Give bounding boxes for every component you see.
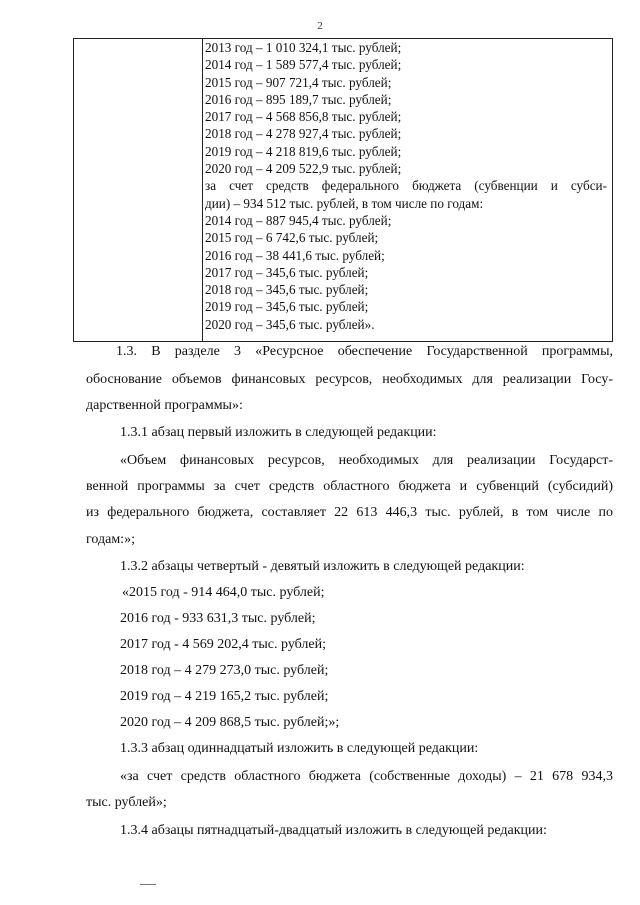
table-line: 2020 год – 4 209 522,9 тыс. рублей; <box>205 161 402 177</box>
paragraph-line: 1.3.3 абзац одиннадцатый изложить в следующей редакции: <box>120 741 479 756</box>
paragraph-line: годам:»; <box>86 532 135 547</box>
paragraph-line: 1.3.2 абзацы четвертый - девятый изложить в следующей редакции: <box>120 559 525 574</box>
footer-mark <box>140 884 156 885</box>
table-line: дии) – 934 512 тыс. рублей, в том числе по годам: <box>205 195 484 211</box>
paragraph-line: «Объем финансовых ресурсов, необходимых для реализации Государст- <box>120 453 613 468</box>
paragraph-line: обоснование объемов финансовых ресурсов, необходимых для реализации Госу- <box>86 372 613 387</box>
table-line: 2017 год – 345,6 тыс. рублей; <box>205 264 369 280</box>
paragraph-line: 2016 год - 933 631,3 тыс. рублей; <box>120 611 316 626</box>
table-line: 2020 год – 345,6 тыс. рублей». <box>205 316 375 332</box>
paragraph-line: 1.3.4 абзацы пятнадцатый-двадцатый изложить в следующей редакции: <box>120 823 547 838</box>
paragraph-line: 2018 год – 4 279 273,0 тыс. рублей; <box>120 663 329 678</box>
table-line: 2017 год – 4 568 856,8 тыс. рублей; <box>205 109 402 125</box>
paragraph-line: 2019 год – 4 219 165,2 тыс. рублей; <box>120 689 329 704</box>
table-line: 2019 год – 345,6 тыс. рублей; <box>205 299 369 315</box>
paragraph-line: 2020 год – 4 209 868,5 тыс. рублей;»; <box>120 715 340 730</box>
page-number: 2 <box>317 20 323 32</box>
paragraph-line: венной программы за счет средств областного бюджета и субвенций (субсидий) <box>86 479 613 494</box>
paragraph-line: дарственной программы»: <box>86 398 243 413</box>
paragraph-line: 1.3. В разделе 3 «Ресурсное обеспечение Государственной программы, <box>116 344 613 359</box>
table-line: 2013 год – 1 010 324,1 тыс. рублей; <box>205 40 402 55</box>
table-line: 2019 год – 4 218 819,6 тыс. рублей; <box>205 143 402 159</box>
paragraph-line: из федерального бюджета, составляет 22 613 446,3 тыс. рублей, в том числе по <box>86 505 613 520</box>
paragraph-line: тыс. рублей»; <box>86 795 167 810</box>
table-line: 2015 год – 907 721,4 тыс. рублей; <box>205 74 392 90</box>
paragraph-line: «2015 год - 914 464,0 тыс. рублей; <box>122 585 325 600</box>
table-line: 2014 год – 887 945,4 тыс. рублей; <box>205 212 392 228</box>
paragraph-line: 1.3.1 абзац первый изложить в следующей редакции: <box>120 425 437 440</box>
table-line: 2018 год – 345,6 тыс. рублей; <box>205 282 369 298</box>
table-line: 2016 год – 895 189,7 тыс. рублей; <box>205 91 392 107</box>
table-line: 2014 год – 1 589 577,4 тыс. рублей; <box>205 57 402 73</box>
table-line: за счет средств федерального бюджета (субвенции и субси- <box>205 178 607 194</box>
table-line: 2016 год – 38 441,6 тыс. рублей; <box>205 247 385 263</box>
paragraph-line: «за счет средств областного бюджета (собственные доходы) – 21 678 934,3 <box>120 769 613 784</box>
paragraph-line: 2017 год - 4 569 202,4 тыс. рублей; <box>120 637 327 652</box>
table-line: 2018 год – 4 278 927,4 тыс. рублей; <box>205 126 402 142</box>
table-line: 2015 год – 6 742,6 тыс. рублей; <box>205 230 379 246</box>
